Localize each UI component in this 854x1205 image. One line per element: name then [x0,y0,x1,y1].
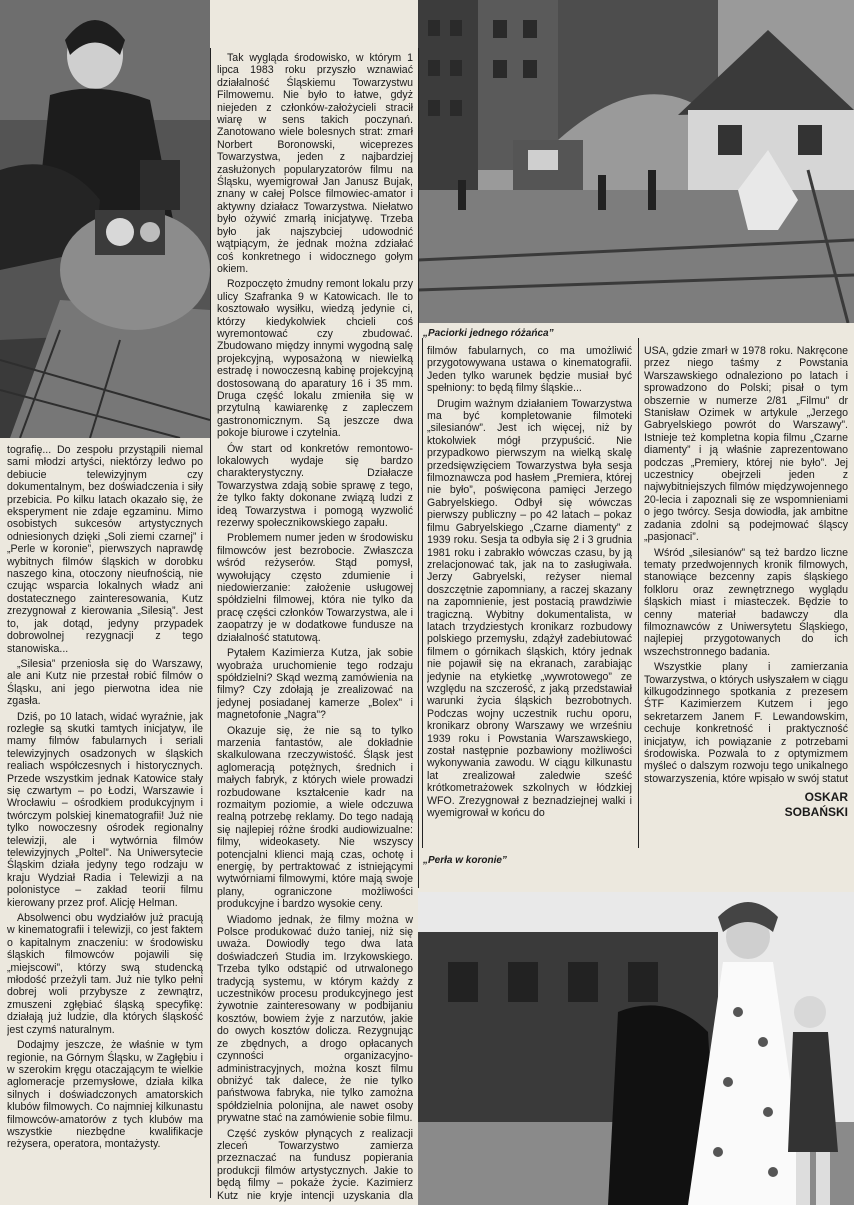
column-rule [210,48,211,1198]
paragraph: Rozpoczęto żmudny remont lokalu przy ulicy Szafranka 9 w Katowicach. Ile to kosztowało wysiłku, wiedzą jedynie ci, którzy kiedykolwiek chcieli coś wyremontować czy zbudować. Zbudowano między innymi wygodną salę projekcyjną, wyposażoną w niewielką estradę i nowoczesną kabinę projekcyjną dostosowaną do aparatury 16 i 35 mm. Druga część lokalu zmieniła się w przytulną kawiarenkę z zapleczem gastronomicznym. Są jeszcze dwa pokoje biurowe i czytelnia. [217,278,413,440]
column-rule [422,338,423,848]
paragraph: Wiadomo jednak, że filmy można w Polsce produkować dużo taniej, niż się uważa. Dowiodły tego dwa lata doświadczeń Studia im. Irzykowskiego. Trzeba tylko odstąpić od utrwalonego tradycją systemu, w którym każdy z uczestników procesu produkcyjnego jest żywotnie zainteresowany w podbijaniu kosztów, bowiem żyje z narzutów, jakie do owych kosztów dolicza. Rezygnując ze zbędnych, a drogo opłacanych czynności organizacyjno-administracyjnych, można koszt filmu obniżyć tak dalece, że nie tylko państwowa fabryka, nie tylko zamożna spółdzielnia polonijna, ale nawet osoby prywatne stać na zamówienie sobie filmu. [217,913,413,1125]
paragraph: filmów fabularnych, co ma umożliwić przygotowywana ustawa o kinematografii. Jeden tylko warunek będzie musiał być spełniony: to będą filmy śląskie... [427,345,632,395]
article-column-1 [7,444,203,1204]
paragraph: Część zysków płynących z realizacji zleceń Towarzystwo zamierza przeznaczać na fundusz popierania produkcji filmów artystycznych. Jakie to będą filmy – pokaże życie. Kazimierz Kutz nie kryje intencji uzyskania dla [217,1127,413,1202]
article-column-3 [427,345,632,850]
photo-perla-w-koronie-art [418,892,854,1205]
photo-paciorki-scene [418,0,854,323]
paragraph: Absolwenci obu wydziałów już pracują w kinematografii i telewizji, co jest faktem o kapitalnym znaczeniu: w środowisku śląskich filmowców pojawili się „miejscowi”, którzy swą studencką młodość przeżyli tam. Już nie tylko pełni dobrej woli przybysze z zewnątrz, zmuszeni zgłębiać śląską specyfikę: działają już ludzie, dla których śląskość jest czymś naturalnym. [7,912,203,1036]
paragraph: Dodajmy jeszcze, że właśnie w tym regionie, na Górnym Śląsku, w Zagłębiu i w szerokim kręgu otaczającym te wielkie aglomeracje przemysłowe, działa kilka silnych i doświadczonych amatorskich klubów filmowych. Co najmniej kilkunastu filmowców-amatorów z tych klubów ma wszystkie niezbędne kwalifikacje reżysera, operatora, montażysty. [7,1039,203,1151]
photo-perla-w-koronie [418,892,854,1205]
article-column-2 [217,52,413,1202]
author-first-name: OSKAR [804,790,848,804]
photo-paciorki-scene-art [418,0,854,323]
paragraph: Ów start od konkretów remontowo-lokalowych wydaje się bardzo charakterystyczny. Działacze Towarzystwa zdają sobie sprawę z tego, że tylko fakty dokonane związą ludzi z ideą Towarzystwa i pomogą wyzwolić rezerwy społecznikowskiego zapału. [217,442,413,530]
caption-perla: „Perła w koronie” [423,855,507,866]
paragraph: USA, gdzie zmarł w 1978 roku. Nakręcone przez niego taśmy z Powstania Warszawskiego odnaleziono po latach i sprowadzono do Polski; pisał o tym obszernie w numerze 2/81 „Filmu” dr Stanisław Ozimek w artykule „Jerzego Gabryelskiego powrót do Warszawy”. Istnieje też kompletna kopia filmu „Czarne diamenty” i ją właśnie zaprezentowano podczas „Premiery, której nie było”. Jej uczestnicy obejrzeli jeden z najwybitniejszych filmów międzywojennego 20-lecia i zapoznali się ze wspomnieniami o jego twórcy. Sesja dowiodła, jak ambitne zadania zdolni są podejmować śląscy „pasjonaci”. [644,345,848,544]
paragraph: Tak wygląda środowisko, w którym 1 lipca 1983 roku przyszło wznawiać działalność Śląskiemu Towarzystwu Filmowemu. Nie było to łatwe, gdyż niejeden z członków-założycieli stracił wiarę w sens takich poczynań. Zanotowano wiele bolesnych strat: zmarł Norbert Boronowski, wiceprezes Towarzystwa, jeden z najbardziej zasłużonych popularyzatorów filmu na Śląsku, wyemigrował Jan Janusz Bujak, znany w całej Polsce filmowiec-amator i aktywny działacz Towarzystwa. Niełatwo było ożywić zmarłą inicjatywę. Trzeba było jak najszybciej udowodnić wątpiącym, że jednak można zdziałać coś konkretnego i widocznego gołym okiem. [217,52,413,275]
paragraph: Wszystkie plany i zamierzania Towarzystwa, o których usłyszałem w ciągu kilkugodzinnego spotkania z prezesem ŚTF Kazimierzem Kutzem i jego sekretarzem Janem F. Lewandowskim, cechuje konkretność i praktyczność inicjatyw, ich powiązanie z potrzebami środowiska. Pozwala to z optymizmem myśleć o dalszym rozwoju tego unikalnego stowarzyszenia, które wpisało w swój statut [644,661,848,785]
column-rule [638,338,639,848]
paragraph: Dziś, po 10 latach, widać wyraźnie, jak rozległe są skutki tamtych inicjatyw, ile mamy filmów fabularnych i seriali telewizyjnych osadzonych w śląskich realiach współczesnych i historycznych. Przede wszystkim jednak Katowice stały się czwartym – po Łodzi, Warszawie i Wrocławiu – ośrodkiem produkcyjnym i twórczym polskiej kinematografii! Już nie tylko nowoczesny ośrodek regionalny telewizji, ale i wytwórnia filmów telewizyjnych „Poltel”. Na Uniwersytecie Śląskim działa jedyny tego rodzaju w kraju Wydział Radia i Telewizji a na polonistyce – zakład teorii filmu kierowany przez prof. Alicję Helman. [7,710,203,909]
caption-paciorki: „Paciorki jednego różańca” [423,328,554,339]
article-column-4 [644,345,848,785]
author-last-name: SOBAŃSKI [784,805,848,819]
author-signature [700,790,848,820]
paragraph: tografię... Do zespołu przystąpili niemal sami młodzi artyści, niektórzy ledwo po debiucie telewizyjnym czy dokumentalnym, bez doświadczenia i siły przebicia. Po kilku latach okazało się, że eksperyment nie zdaje egzaminu. Mimo osobistych sukcesów artystycznych odniesionych dzięki „Soli ziemi czarnej” i „Perle w koronie”, pierwszych naprawdę wybitnych filmów śląskich w dorobku naszego kina, otoczony nieufnością, nie czując wsparcia lokalnych władz ani dostatecznego zainteresowania, Kutz zrezygnował z kierowania „Silesią”. Jest to, jak dotąd, jedyny przypadek dobrowolnej rezygnacji z tego stanowiska... [7,444,203,655]
paragraph: Pytałem Kazimierza Kutza, jak sobie wyobraża uruchomienie tego rodzaju spółdzielni? Skąd wezmą zamówienia na filmy? Czy zdołają je zrealizować na jedynej posiadanej kamerze „Bolex” i magnetofonie „Nagra”? [217,647,413,722]
paragraph: Drugim ważnym działaniem Towarzystwa ma być kompletowanie filmoteki „silesianów”. Jest ich więcej, niż by ktokolwiek mógł przypuścić. Nie przypadkowo pierwszym na wielką skalę przedsięwzięciem Towarzystwa była sesja filmoznawcza pod hasłem „Premiera, której nie było”, poświęcona pamięci Jerzego Gabryelskiego. Odbył się wówczas pierwszy publiczny – po 42 latach – pokaz filmu Gabryelskiego „Czarne diamenty” z 1939 roku. Sesja ta odbyła się 2 i 3 grudnia 1981 roku i zabrakło wówczas czasu, by ją zrelacjonować tak, jak na to zasługiwała. Jerzy Gabryelski, reżyser niemal doszczętnie zapomniany, a raczej skazany na zapomnienie, jest postacią prawdziwie tragiczną. Wybitny dokumentalista, w latach trzydziestych kronikarz rozbudowy polskiego przemysłu, zdążył zadebiutować filmem o górnikach śląskich, który jednak nie pojawił się na ekranach, zarabiając jedynie na etykietkę „wywrotowego” ze względu na szczerość, z jaką przedstawiał warunki życia śląskich bezrobotnych. Podczas wojny uczestnik ruchu oporu, kronikarz obrony Warszawy we wrześniu 1939 roku i Powstania Warszawskiego, został następnie pozbawiony możliwości wykonywania zawodu. W ciągu kilkunastu lat zrealizował zaledwie sześć krótkometrażowek szkolnych w łódzkiej WFO. Zrezygnował z beznadziejnej walki i wyemigrował w końcu do [427,397,632,820]
paragraph: Okazuje się, że nie są to tylko marzenia fantastów, ale dokładnie skalkulowana rzeczywistość. Śląsk jest aglomeracją potężnych, średnich i małych fabryk, z których wiele prowadzi rozbudowane kształcenie kadr na rozmaitym poziomie, a wiele odczuwa realną potrzebę reklamy. Do tego nadają się najlepiej różne środki audiowizualne: filmy, wideokasety. Nie wszyscy potencjalni klienci mają czas, ochotę i energię, by pertraktować z istniejącymi wytwórniami filmowymi, które mają swoje plany, ograniczone możliwości produkcyjne i bardzo wysokie ceny. [217,724,413,911]
photo-man-with-camera [0,0,210,438]
paragraph: Problemem numer jeden w środowisku filmowców jest bezrobocie. Zwłaszcza wśród reżyserów. Stąd pomysł, wywołujący często zdumienie i niedowierzanie: założenie usługowej spółdzielni filmowej, która nie tylko da pracę części członków Towarzystwa, ale i zaopatrzy je w dodatkowe fundusze na działalność statutową. [217,532,413,644]
column-rule [418,48,419,888]
paragraph: Wśród „silesianów” są też bardzo liczne tematy przedwojennych kronik filmowych, stanowiące bezcenny zapis śląskiego folkloru oraz zewnętrznego wyglądu śląskich miast i miasteczek. Będzie to cenny materiał badawczy dla filmoznawców z Uniwersytetu Śląskiego, najlepiej przygotowanych do ich wszechstronnego badania. [644,546,848,658]
photo-man-with-camera-art [0,0,210,438]
paragraph: „Silesia” przeniosła się do Warszawy, ale ani Kutz nie przestał robić filmów o Śląsku, ani jego pierwotna idea nie zgasła. [7,657,203,708]
